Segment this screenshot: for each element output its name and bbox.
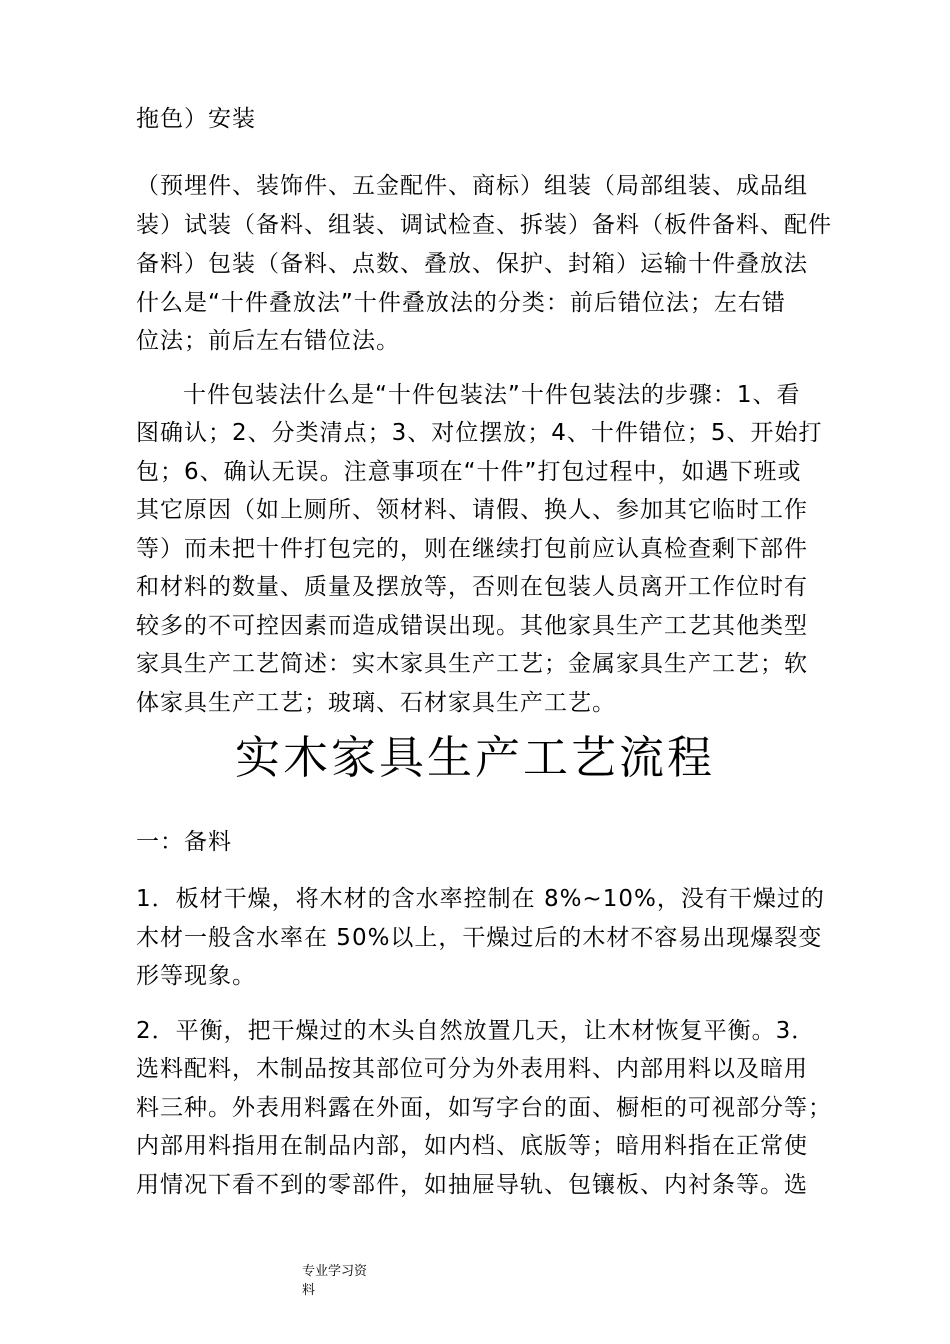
paragraph-line: 和材料的数量、质量及摆放等，否则在包装人员离开工作位时有: [136, 574, 808, 600]
section-heading: 一：备料: [136, 829, 232, 855]
paragraph-line: 2．平衡，把干燥过的木头自然放置几天，让木材恢复平衡。3．: [136, 1018, 816, 1044]
paragraph-line: 家具生产工艺简述：实木家具生产工艺；金属家具生产工艺；软: [136, 651, 808, 677]
document-title: 实木家具生产工艺流程: [234, 731, 715, 784]
paragraph-line: 木材一般含水率在 50%以上，干燥过后的木材不容易出现爆裂变: [136, 925, 823, 951]
paragraph-line: 等）而未把十件打包完的，则在继续打包前应认真检查剩下部件: [136, 536, 808, 562]
paragraph-line: 内部用料指用在制品内部，如内档、底版等；暗用料指在正常使: [136, 1133, 808, 1159]
paragraph-line: 其它原因（如上厕所、领材料、请假、换人、参加其它临时工作: [136, 497, 808, 523]
footer-text: 料: [302, 1283, 316, 1298]
paragraph-line: （预埋件、装饰件、五金配件、商标）组装（局部组装、成品组: [136, 173, 808, 199]
footer-text: 专业学习资: [302, 1264, 368, 1279]
paragraph-line: 装）试装（备料、组装、调试检查、拆装）备料（板件备料、配件: [136, 212, 832, 238]
paragraph-line: 拖色）安装: [136, 106, 256, 132]
paragraph-line: 形等现象。: [136, 963, 256, 989]
paragraph-line: 选料配料，木制品按其部位可分为外表用料、内部用料以及暗用: [136, 1056, 808, 1082]
paragraph-line: 包；6、确认无误。注意事项在“十件”打包过程中，如遇下班或: [136, 459, 802, 485]
paragraph-line: 备料）包装（备料、点数、叠放、保护、封箱）运输十件叠放法: [136, 251, 808, 277]
paragraph-line: 位法；前后左右错位法。: [136, 328, 400, 354]
paragraph-line: 十件包装法什么是“十件包装法”十件包装法的步骤：1、看: [183, 382, 801, 408]
paragraph-line: 图确认；2、分类清点；3、对位摆放；4、十件错位；5、开始打: [136, 420, 823, 446]
paragraph-line: 料三种。外表用料露在外面，如写字台的面、橱柜的可视部分等；: [136, 1095, 832, 1121]
paragraph-line: 体家具生产工艺；玻璃、石材家具生产工艺。: [136, 690, 616, 716]
paragraph-line: 什么是“十件叠放法”十件叠放法的分类：前后错位法；左右错: [136, 290, 786, 316]
paragraph-line: 用情况下看不到的零部件，如抽屉导轨、包镶板、内衬条等。选: [136, 1172, 808, 1198]
paragraph-line: 1．板材干燥，将木材的含水率控制在 8%~10%，没有干燥过的: [136, 886, 825, 912]
paragraph-line: 较多的不可控因素而造成错误出现。其他家具生产工艺其他类型: [136, 613, 808, 639]
